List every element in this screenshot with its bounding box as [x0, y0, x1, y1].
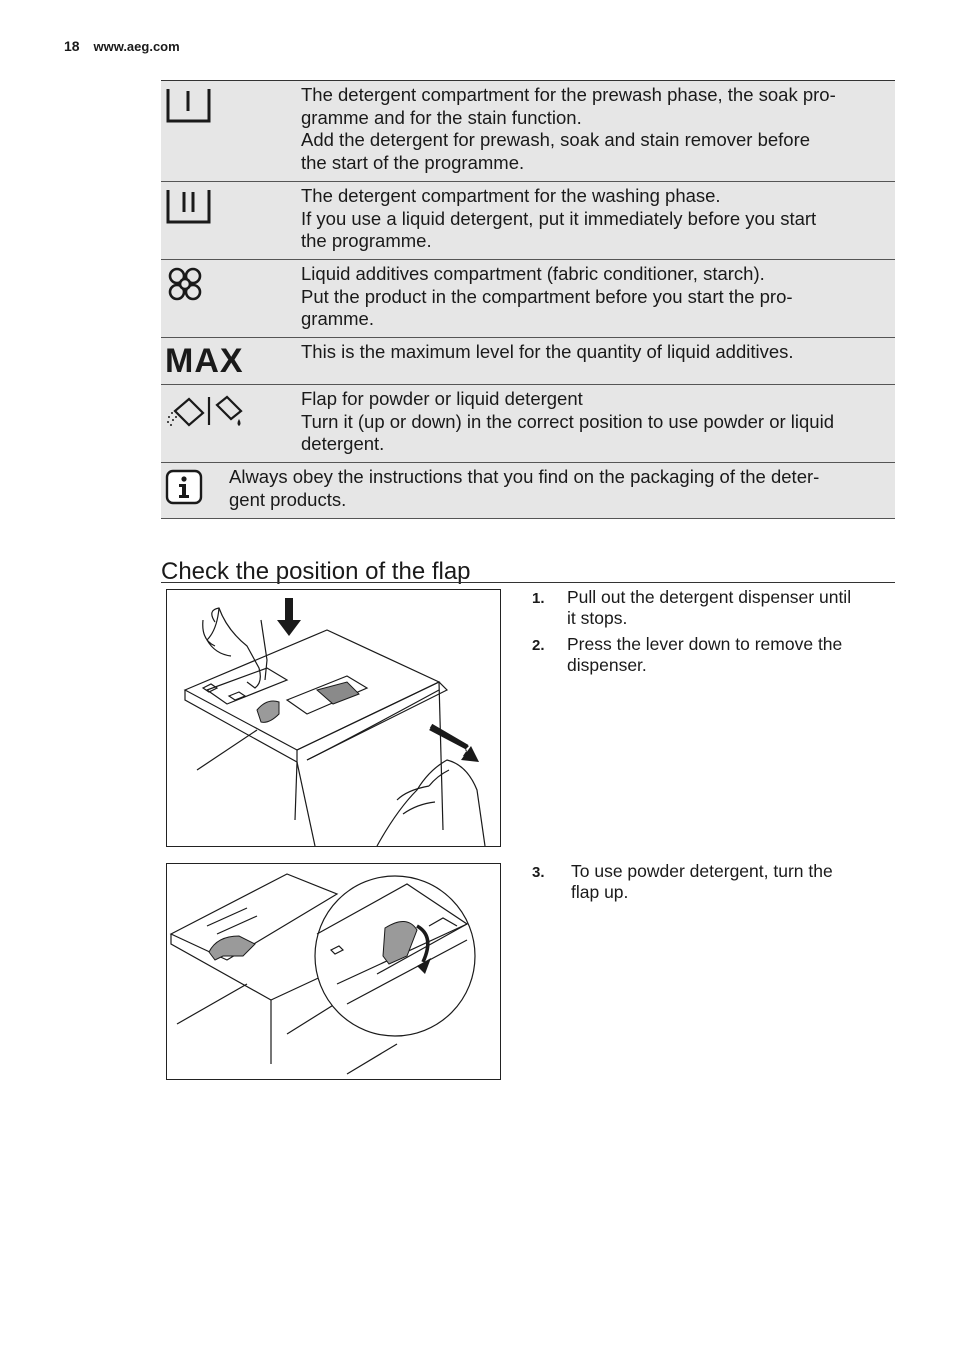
step-text: Press the lever down to remove the dispenser.	[567, 634, 843, 675]
step-text: Pull out the detergent dispenser until it stops.	[567, 587, 852, 628]
section-title: Check the position of the flap	[161, 557, 471, 585]
dispenser-pull-out-illustration	[166, 589, 501, 847]
step-item	[532, 861, 892, 903]
symbol-row	[161, 260, 895, 338]
steps-list	[532, 861, 892, 908]
symbol-description: The detergent compartment for the prewash phase, the soak pro- gramme and for the stain function. Add the detergent for prewash, soak and stain remover before the start of the programme.	[301, 84, 836, 173]
section-divider	[161, 582, 895, 583]
max-label: MAX	[165, 342, 244, 380]
symbol-description: The detergent compartment for the washing phase. If you use a liquid detergent, put it immediately before you start the programme.	[301, 185, 817, 251]
prewash-compartment-icon	[161, 81, 301, 181]
page-number: 18	[64, 38, 80, 54]
note-text: Always obey the instructions that you find on the packaging of the deter- gent products.	[229, 466, 820, 510]
symbol-row	[161, 182, 895, 260]
step-item	[532, 634, 892, 676]
flower-additive-icon	[161, 260, 301, 337]
max-level-icon	[161, 338, 301, 384]
flap-powder-liquid-icon	[161, 385, 301, 462]
step-item	[532, 587, 892, 629]
symbol-description: Liquid additives compartment (fabric conditioner, starch). Put the product in the compartment before you start the pro- gramme.	[301, 263, 793, 329]
symbol-description: Flap for powder or liquid detergent Turn it (up or down) in the correct position to use powder or liquid detergent.	[301, 388, 834, 454]
website-url: www.aeg.com	[93, 39, 180, 54]
info-icon	[161, 463, 229, 518]
step-number: 1.	[532, 590, 545, 607]
wash-compartment-icon	[161, 182, 301, 259]
step-text: To use powder detergent, turn the flap up.	[571, 861, 833, 902]
steps-list	[532, 587, 892, 681]
symbol-row	[161, 338, 895, 385]
info-note	[161, 463, 895, 519]
symbol-row	[161, 81, 895, 182]
flap-turn-up-illustration	[166, 863, 501, 1080]
symbol-table	[161, 80, 895, 519]
step-number: 3.	[532, 864, 545, 881]
page-header	[64, 38, 180, 54]
step-number: 2.	[532, 637, 545, 654]
symbol-description: This is the maximum level for the quantity of liquid additives.	[301, 341, 794, 362]
symbol-row	[161, 385, 895, 463]
